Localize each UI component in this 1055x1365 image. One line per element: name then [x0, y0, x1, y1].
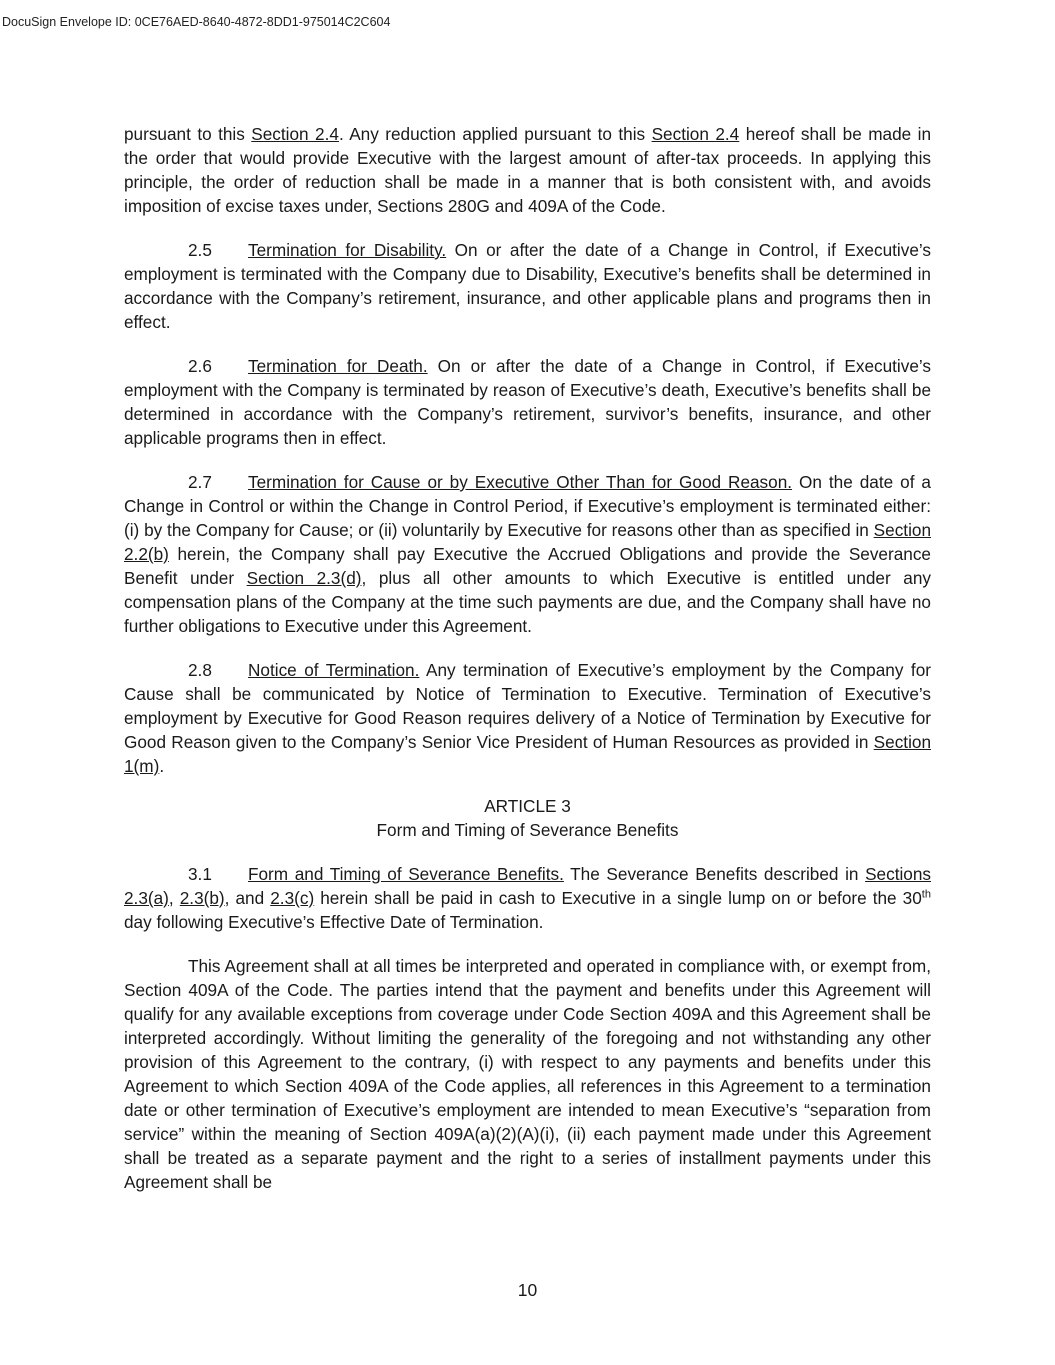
page-number: 10: [517, 1280, 538, 1300]
text: . Any reduction applied pursuant to this: [338, 124, 652, 144]
section-text: ,: [168, 888, 180, 908]
document-body: [124, 122, 931, 1214]
text: hereof shall be made in the order that would provide Executive with the largest amount of after-tax proceeds. In applying this principle, the order of reduction shall be made in a manner that is both consistent with, and avoids imposition of excise taxes under, Sections 280G and 409A of the Code.: [124, 124, 932, 216]
section-2-7: [124, 470, 931, 638]
paragraph-409a: This Agreement shall at all times be interpreted and operated in compliance with, or exempt from, Section 409A of the Code. The parties intend that the payment and benefits under this Agreement will qualify for any available exceptions from coverage under Code Section 409A and this Agreement shall be interpreted accordingly. Without limiting the generality of the foregoing and not withstanding any other provision of this Agreement to the contrary, (i) with respect to any payments and benefits under this Agreement to which Section 409A of the Code applies, all references in this Agreement to a termination date or other termination of Executive’s employment are intended to mean Executive’s “separation from service” within the meaning of Section 409A(a)(2)(A)(i), (ii) each payment made under this Agreement shall be treated as a separate payment and the right to a series of installment payments under this Agreement shall be: [124, 956, 931, 1192]
section-text: , and: [224, 888, 271, 908]
envelope-id: DocuSign Envelope ID: 0CE76AED-8640-4872-8DD1-975014C2C604: [2, 15, 391, 29]
section-text: On or after the date of a Change in Control, if Executive’s employment with the Company is terminated by reason of Executive’s death, Executive’s benefits shall be determined in accordance with the Company’s retirement, survivor’s benefits, insurance, and other applicable programs then in effect.: [124, 356, 932, 448]
section-text: The Severance Benefits described in: [563, 864, 866, 884]
section-text: Any termination of Executive’s employment by the Company for Cause shall be communicated by Notice of Termination to Executive. Termination of Executive’s employment by Executive for Good Reason requires delivery of a Notice of Termination by Executive for Good Reason given to the Company’s Senior Vice President of Human Resources as provided in: [124, 660, 931, 752]
section-reference: Section 2.4: [251, 124, 339, 144]
section-heading: Termination for Cause or by Executive Other Than for Good Reason.: [248, 472, 793, 492]
section-number: 3.1: [188, 864, 212, 884]
section-reference: 2.3(b): [179, 888, 225, 908]
article-heading: [124, 794, 931, 842]
section-text: herein, the Company shall pay Executive the Accrued Obligations and provide the Severance Benefit under: [124, 544, 931, 588]
article-subtitle: Form and Timing of Severance Benefits: [376, 820, 679, 840]
section-reference: Section 2.2(b): [124, 520, 931, 564]
section-number: 2.7: [188, 472, 212, 492]
section-text: .: [159, 756, 165, 776]
section-heading: Form and Timing of Severance Benefits.: [248, 864, 564, 884]
section-text: day following Executive’s Effective Date of Termination.: [124, 912, 544, 932]
section-text: On the date of a Change in Control or within the Change in Control Period, if Executive’s employment is terminated either: (i) by the Company for Cause; or (ii) voluntarily by Executive for reasons other than as specified in: [124, 472, 931, 540]
section-heading: Termination for Disability.: [248, 240, 447, 260]
section-text: herein shall be paid in cash to Executive in a single lump on or before the 30: [314, 888, 922, 908]
section-2-8: [124, 658, 931, 778]
section-2-5: [124, 238, 931, 334]
text: pursuant to this: [124, 124, 252, 144]
section-number: 2.5: [188, 240, 212, 260]
section-heading: Notice of Termination.: [248, 660, 420, 680]
paragraph-continuation: [124, 122, 931, 218]
section-reference: Section 2.4: [651, 124, 740, 144]
section-number: 2.8: [188, 660, 212, 680]
section-number: 2.6: [188, 356, 212, 376]
section-reference: Section 2.3(d): [246, 568, 362, 588]
section-text: On or after the date of a Change in Control, if Executive’s employment is terminated with the Company due to Disability, Executive’s benefits shall be determined in accordance with the Company’s retirement, insurance, and other applicable plans and programs then in effect.: [124, 240, 931, 332]
section-heading: Termination for Death.: [248, 356, 428, 376]
article-title: ARTICLE 3: [484, 796, 571, 816]
section-3-1: [124, 862, 931, 934]
section-text: , plus all other amounts to which Executive is entitled under any compensation plans of the Company at the time such payments are due, and the Company shall have no further obligations to Executive under this Agreement.: [124, 568, 931, 636]
section-reference: Section 1(m): [124, 732, 931, 776]
section-2-6: [124, 354, 931, 450]
section-reference: 2.3(c): [270, 888, 315, 908]
superscript: th: [921, 888, 931, 901]
section-reference: Sections 2.3(a): [124, 864, 931, 908]
